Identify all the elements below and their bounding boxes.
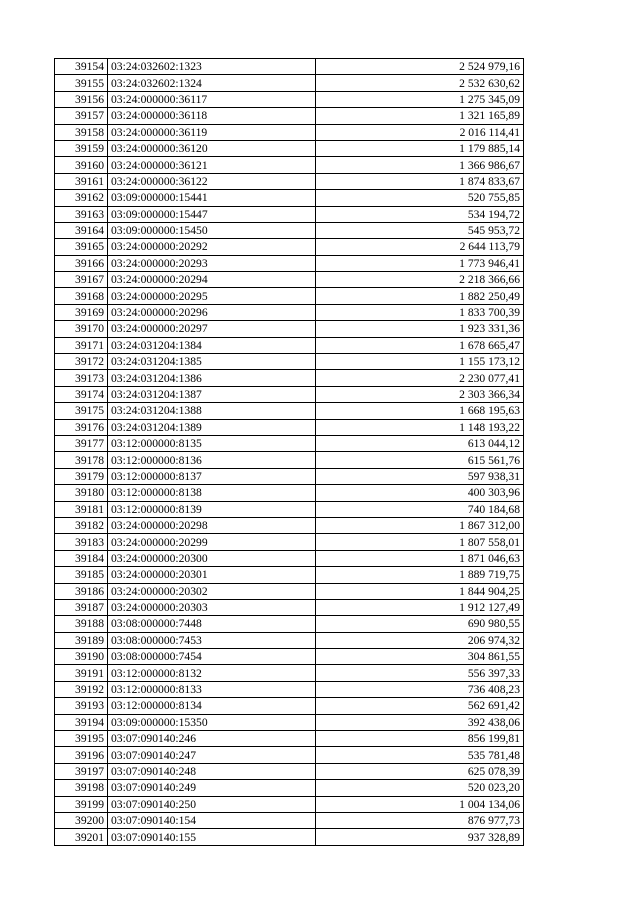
table-row — [55, 222, 524, 238]
cadastral-number-cell: 03:24:000000:20293 — [108, 255, 316, 271]
row-number-cell: 39199 — [55, 796, 108, 812]
cadastral-number-cell: 03:24:000000:20302 — [108, 583, 316, 599]
cadastral-number-cell: 03:07:090140:246 — [108, 731, 316, 747]
table-row — [55, 550, 524, 566]
cadastral-number-cell: 03:09:000000:15350 — [108, 714, 316, 730]
table-row — [55, 59, 524, 75]
table-row — [55, 567, 524, 583]
cadastral-number-cell: 03:24:031204:1387 — [108, 386, 316, 402]
cadastral-number-cell: 03:24:000000:20300 — [108, 550, 316, 566]
row-number-cell: 39169 — [55, 304, 108, 320]
row-number-cell: 39178 — [55, 452, 108, 468]
value-cell: 1 889 719,75 — [316, 567, 524, 583]
table-row — [55, 517, 524, 533]
value-cell: 613 044,12 — [316, 435, 524, 451]
table-row — [55, 698, 524, 714]
table-row — [55, 354, 524, 370]
value-cell: 392 438,06 — [316, 714, 524, 730]
table-row — [55, 468, 524, 484]
value-cell: 1 844 904,25 — [316, 583, 524, 599]
value-cell: 597 938,31 — [316, 468, 524, 484]
cadastral-number-cell: 03:24:031204:1384 — [108, 337, 316, 353]
cadastral-number-cell: 03:09:000000:15450 — [108, 222, 316, 238]
cadastral-number-cell: 03:12:000000:8136 — [108, 452, 316, 468]
row-number-cell: 39183 — [55, 534, 108, 550]
cadastral-number-cell: 03:24:000000:20301 — [108, 567, 316, 583]
cadastral-number-cell: 03:24:000000:20299 — [108, 534, 316, 550]
row-number-cell: 39185 — [55, 567, 108, 583]
table-row — [55, 731, 524, 747]
table-row — [55, 75, 524, 91]
row-number-cell: 39200 — [55, 812, 108, 828]
data-table — [54, 58, 524, 846]
value-cell: 856 199,81 — [316, 731, 524, 747]
value-cell: 690 980,55 — [316, 616, 524, 632]
table-row — [55, 370, 524, 386]
table-row — [55, 534, 524, 550]
cadastral-number-cell: 03:07:090140:248 — [108, 763, 316, 779]
table-row — [55, 386, 524, 402]
row-number-cell: 39160 — [55, 157, 108, 173]
row-number-cell: 39161 — [55, 173, 108, 189]
value-cell: 2 016 114,41 — [316, 124, 524, 140]
cadastral-number-cell: 03:12:000000:8138 — [108, 485, 316, 501]
row-number-cell: 39158 — [55, 124, 108, 140]
table-row — [55, 190, 524, 206]
cadastral-number-cell: 03:24:000000:36117 — [108, 91, 316, 107]
table-row — [55, 501, 524, 517]
cadastral-number-cell: 03:24:000000:36120 — [108, 140, 316, 156]
table-row — [55, 583, 524, 599]
table-row — [55, 140, 524, 156]
row-number-cell: 39170 — [55, 321, 108, 337]
table-row — [55, 485, 524, 501]
row-number-cell: 39182 — [55, 517, 108, 533]
cadastral-number-cell: 03:24:032602:1324 — [108, 75, 316, 91]
row-number-cell: 39171 — [55, 337, 108, 353]
cadastral-number-cell: 03:09:000000:15441 — [108, 190, 316, 206]
row-number-cell: 39189 — [55, 632, 108, 648]
value-cell: 304 861,55 — [316, 649, 524, 665]
value-cell: 1 923 331,36 — [316, 321, 524, 337]
table-row — [55, 681, 524, 697]
table-row — [55, 780, 524, 796]
value-cell: 2 230 077,41 — [316, 370, 524, 386]
cadastral-number-cell: 03:24:000000:36122 — [108, 173, 316, 189]
table-row — [55, 288, 524, 304]
value-cell: 2 532 630,62 — [316, 75, 524, 91]
cadastral-number-cell: 03:08:000000:7448 — [108, 616, 316, 632]
row-number-cell: 39157 — [55, 108, 108, 124]
cadastral-number-cell: 03:12:000000:8139 — [108, 501, 316, 517]
row-number-cell: 39195 — [55, 731, 108, 747]
value-cell: 1 882 250,49 — [316, 288, 524, 304]
cadastral-number-cell: 03:24:031204:1389 — [108, 419, 316, 435]
row-number-cell: 39193 — [55, 698, 108, 714]
table-row — [55, 403, 524, 419]
row-number-cell: 39174 — [55, 386, 108, 402]
value-cell: 937 328,89 — [316, 829, 524, 845]
value-cell: 1 867 312,00 — [316, 517, 524, 533]
cadastral-number-cell: 03:24:031204:1388 — [108, 403, 316, 419]
value-cell: 520 023,20 — [316, 780, 524, 796]
row-number-cell: 39167 — [55, 272, 108, 288]
row-number-cell: 39197 — [55, 763, 108, 779]
row-number-cell: 39180 — [55, 485, 108, 501]
cadastral-number-cell: 03:24:000000:20295 — [108, 288, 316, 304]
value-cell: 740 184,68 — [316, 501, 524, 517]
table-row — [55, 239, 524, 255]
row-number-cell: 39184 — [55, 550, 108, 566]
table-row — [55, 124, 524, 140]
value-cell: 1 773 946,41 — [316, 255, 524, 271]
table-row — [55, 632, 524, 648]
value-cell: 1 807 558,01 — [316, 534, 524, 550]
row-number-cell: 39190 — [55, 649, 108, 665]
cadastral-number-cell: 03:24:031204:1385 — [108, 354, 316, 370]
table-row — [55, 747, 524, 763]
value-cell: 562 691,42 — [316, 698, 524, 714]
value-cell: 534 194,72 — [316, 206, 524, 222]
row-number-cell: 39198 — [55, 780, 108, 796]
table-row — [55, 272, 524, 288]
value-cell: 1 275 345,09 — [316, 91, 524, 107]
row-number-cell: 39196 — [55, 747, 108, 763]
value-cell: 1 321 165,89 — [316, 108, 524, 124]
row-number-cell: 39187 — [55, 599, 108, 615]
cadastral-number-cell: 03:12:000000:8137 — [108, 468, 316, 484]
table-row — [55, 599, 524, 615]
table-row — [55, 108, 524, 124]
table-row — [55, 91, 524, 107]
value-cell: 556 397,33 — [316, 665, 524, 681]
cadastral-number-cell: 03:24:031204:1386 — [108, 370, 316, 386]
table-row — [55, 337, 524, 353]
row-number-cell: 39168 — [55, 288, 108, 304]
row-number-cell: 39163 — [55, 206, 108, 222]
cadastral-number-cell: 03:07:090140:154 — [108, 812, 316, 828]
row-number-cell: 39154 — [55, 59, 108, 75]
value-cell: 2 303 366,34 — [316, 386, 524, 402]
value-cell: 615 561,76 — [316, 452, 524, 468]
row-number-cell: 39159 — [55, 140, 108, 156]
cadastral-number-cell: 03:24:000000:20292 — [108, 239, 316, 255]
cadastral-number-cell: 03:24:032602:1323 — [108, 59, 316, 75]
value-cell: 1 874 833,67 — [316, 173, 524, 189]
cadastral-number-cell: 03:08:000000:7454 — [108, 649, 316, 665]
row-number-cell: 39155 — [55, 75, 108, 91]
row-number-cell: 39172 — [55, 354, 108, 370]
table-row — [55, 304, 524, 320]
row-number-cell: 39181 — [55, 501, 108, 517]
cadastral-number-cell: 03:09:000000:15447 — [108, 206, 316, 222]
row-number-cell: 39191 — [55, 665, 108, 681]
cadastral-number-cell: 03:07:090140:247 — [108, 747, 316, 763]
cadastral-number-cell: 03:07:090140:250 — [108, 796, 316, 812]
row-number-cell: 39165 — [55, 239, 108, 255]
cadastral-number-cell: 03:12:000000:8134 — [108, 698, 316, 714]
value-cell: 1 912 127,49 — [316, 599, 524, 615]
value-cell: 736 408,23 — [316, 681, 524, 697]
value-cell: 2 524 979,16 — [316, 59, 524, 75]
table-row — [55, 829, 524, 845]
table-row — [55, 321, 524, 337]
cadastral-number-cell: 03:24:000000:20296 — [108, 304, 316, 320]
table-row — [55, 255, 524, 271]
table-row — [55, 796, 524, 812]
row-number-cell: 39173 — [55, 370, 108, 386]
cadastral-number-cell: 03:08:000000:7453 — [108, 632, 316, 648]
row-number-cell: 39179 — [55, 468, 108, 484]
row-number-cell: 39177 — [55, 435, 108, 451]
row-number-cell: 39156 — [55, 91, 108, 107]
value-cell: 1 148 193,22 — [316, 419, 524, 435]
value-cell: 2 644 113,79 — [316, 239, 524, 255]
value-cell: 545 953,72 — [316, 222, 524, 238]
table-row — [55, 812, 524, 828]
row-number-cell: 39176 — [55, 419, 108, 435]
table-row — [55, 173, 524, 189]
cadastral-number-cell: 03:07:090140:249 — [108, 780, 316, 796]
value-cell: 1 833 700,39 — [316, 304, 524, 320]
table-row — [55, 763, 524, 779]
row-number-cell: 39186 — [55, 583, 108, 599]
cadastral-number-cell: 03:24:000000:36121 — [108, 157, 316, 173]
table-row — [55, 665, 524, 681]
table-row — [55, 452, 524, 468]
table-row — [55, 206, 524, 222]
value-cell: 1 155 173,12 — [316, 354, 524, 370]
row-number-cell: 39201 — [55, 829, 108, 845]
cadastral-number-cell: 03:12:000000:8135 — [108, 435, 316, 451]
cadastral-number-cell: 03:24:000000:20303 — [108, 599, 316, 615]
cadastral-number-cell: 03:12:000000:8133 — [108, 681, 316, 697]
cadastral-number-cell: 03:07:090140:155 — [108, 829, 316, 845]
table-row — [55, 435, 524, 451]
value-cell: 1 366 986,67 — [316, 157, 524, 173]
cadastral-number-cell: 03:24:000000:20294 — [108, 272, 316, 288]
value-cell: 1 678 665,47 — [316, 337, 524, 353]
row-number-cell: 39188 — [55, 616, 108, 632]
row-number-cell: 39194 — [55, 714, 108, 730]
cadastral-number-cell: 03:24:000000:20297 — [108, 321, 316, 337]
row-number-cell: 39166 — [55, 255, 108, 271]
value-cell: 1 179 885,14 — [316, 140, 524, 156]
table-row — [55, 419, 524, 435]
table-row — [55, 714, 524, 730]
value-cell: 2 218 366,66 — [316, 272, 524, 288]
value-cell: 625 078,39 — [316, 763, 524, 779]
value-cell: 1 871 046,63 — [316, 550, 524, 566]
cadastral-number-cell: 03:24:000000:36119 — [108, 124, 316, 140]
value-cell: 1 668 195,63 — [316, 403, 524, 419]
cadastral-number-cell: 03:12:000000:8132 — [108, 665, 316, 681]
table-row — [55, 649, 524, 665]
value-cell: 535 781,48 — [316, 747, 524, 763]
value-cell: 206 974,32 — [316, 632, 524, 648]
value-cell: 520 755,85 — [316, 190, 524, 206]
value-cell: 400 303,96 — [316, 485, 524, 501]
table-row — [55, 616, 524, 632]
value-cell: 876 977,73 — [316, 812, 524, 828]
row-number-cell: 39162 — [55, 190, 108, 206]
row-number-cell: 39175 — [55, 403, 108, 419]
row-number-cell: 39192 — [55, 681, 108, 697]
table-body — [55, 59, 524, 846]
table-row — [55, 157, 524, 173]
value-cell: 1 004 134,06 — [316, 796, 524, 812]
cadastral-number-cell: 03:24:000000:36118 — [108, 108, 316, 124]
row-number-cell: 39164 — [55, 222, 108, 238]
cadastral-number-cell: 03:24:000000:20298 — [108, 517, 316, 533]
